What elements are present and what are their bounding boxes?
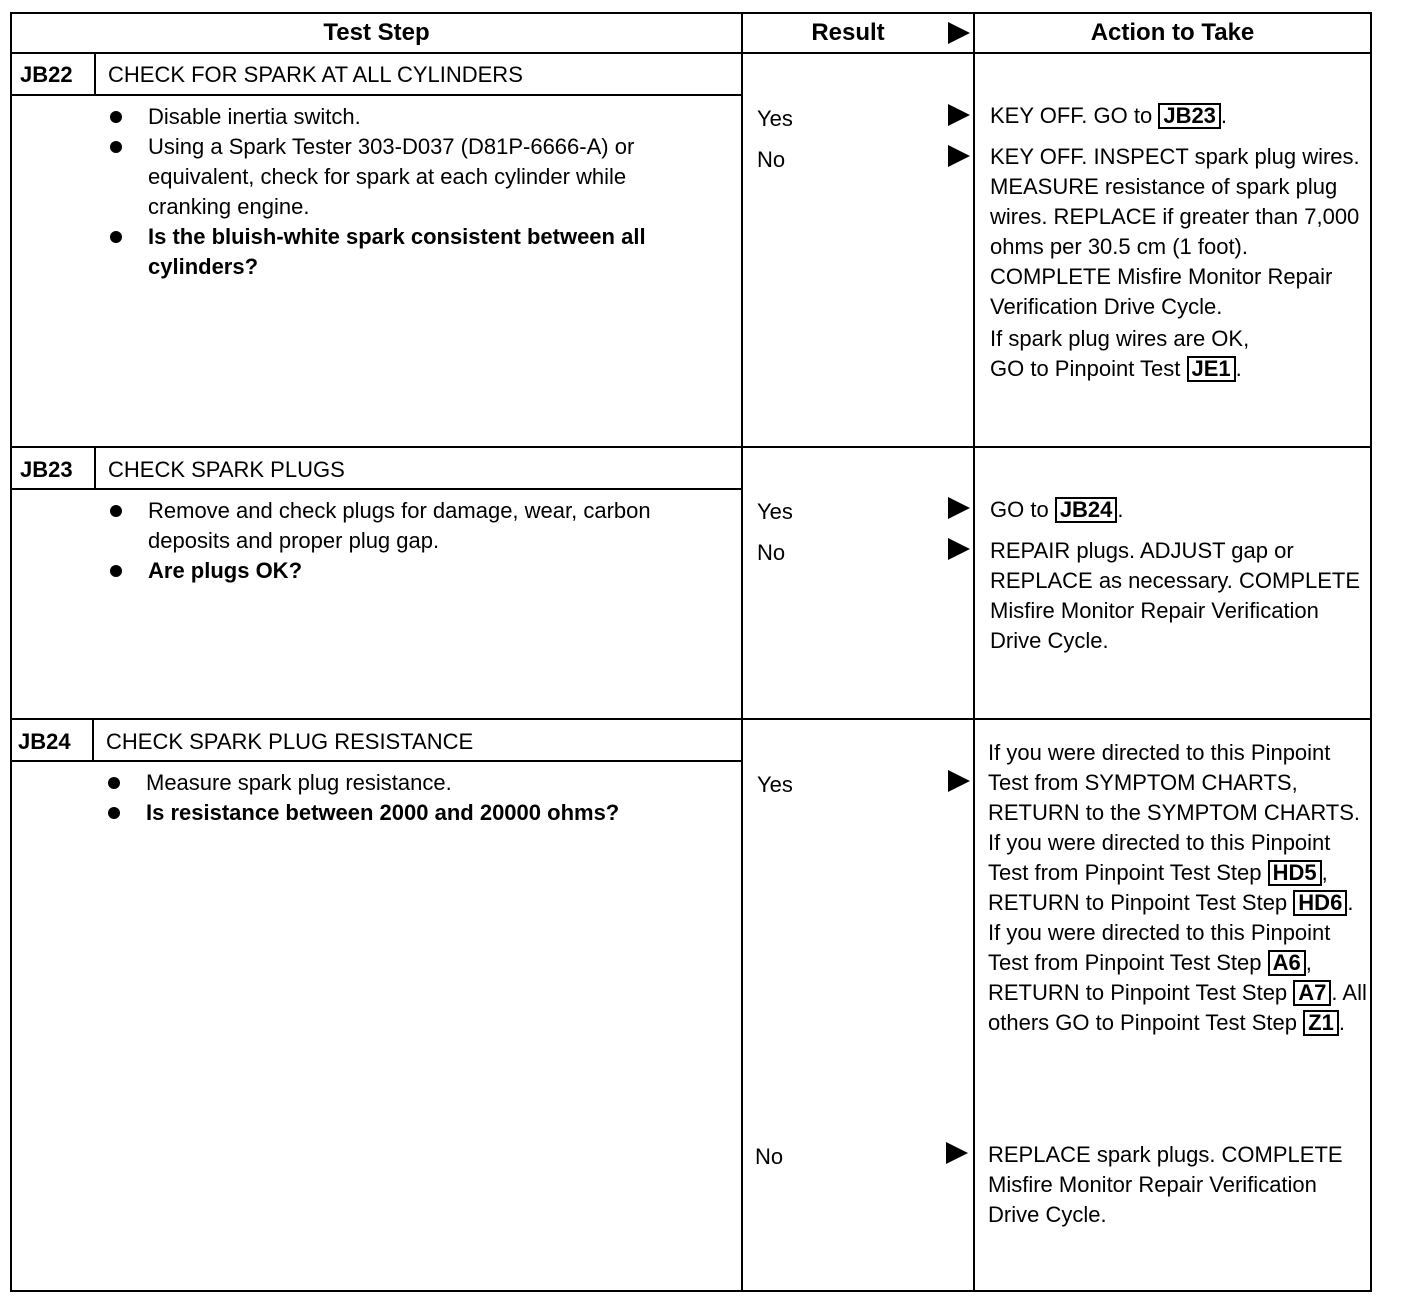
action-no: REPAIR plugs. ADJUST gap or REPLACE as necessary. COMPLETE Misfire Monitor Repair Verification Drive Cycle. [990,538,1361,653]
action-text: GO to [990,497,1049,522]
action-no [990,142,1370,384]
step-ref-je1[interactable]: JE1 [1187,356,1236,382]
step-ref-jb24[interactable]: JB24 [1055,497,1118,523]
arrow-icon [948,497,970,519]
step-id-divider [92,718,94,762]
column-divider [741,14,743,1290]
step-ref-hd6[interactable]: HD6 [1293,890,1347,916]
action-tail: . [1235,356,1242,381]
result-no: No [757,147,786,172]
step-id-divider [94,52,96,96]
header-test-step: Test Step [323,19,430,46]
bullet-item: Remove and check plugs for damage, wear, carbon deposits and proper plug gap. [108,496,708,556]
action-yes [988,738,1368,1038]
step-ref-a6[interactable]: A6 [1268,950,1306,976]
arrow-icon [948,145,970,167]
row-rule [12,446,1370,448]
action-text: . All others GO to Pinpoint Test Step [988,980,1367,1035]
result-yes: Yes [757,499,793,524]
step-title-rule [12,488,741,490]
result-no: No [755,1144,784,1169]
step-ref-jb23[interactable]: JB23 [1158,103,1221,129]
step-bullets [108,496,708,586]
bullet-question: Are plugs OK? [108,556,708,586]
result-yes: Yes [757,106,793,131]
bullet-question: Is resistance between 2000 and 20000 ohms? [106,798,666,828]
bullet-question: Is the bluish-white spark consistent between all cylinders? [108,222,708,282]
step-ref-z1[interactable]: Z1 [1303,1010,1339,1036]
bullet-item: Disable inertia switch. [108,102,708,132]
action-yes [990,495,1370,525]
bullet-item: Using a Spark Tester 303-D037 (D81P-6666-A) or equivalent, check for spark at each cylinder while cranking engine. [108,132,708,222]
action-text: KEY OFF. INSPECT spark plug wires. MEASURE resistance of spark plug wires. REPLACE if greater than 7,000 ohms per 30.5 cm (1 foot). COMPLETE Misfire Monitor Repair Verification Drive Cycle. [990,144,1360,319]
step-title: CHECK FOR SPARK AT ALL CYLINDERS [108,62,523,87]
step-id: JB24 [18,729,71,754]
action-yes [990,101,1370,131]
step-bullets [108,102,708,282]
arrow-icon [948,538,970,560]
action-text: . If you were directed to this Pinpoint Test from Pinpoint Test Step [988,890,1354,975]
arrow-icon [948,770,970,792]
result-no: No [757,540,786,565]
step-ref-a7[interactable]: A7 [1293,980,1331,1006]
step-ref-hd5[interactable]: HD5 [1268,860,1322,886]
column-divider [973,14,975,1290]
action-no: REPLACE spark plugs. COMPLETE Misfire Monitor Repair Verification Drive Cycle. [988,1142,1343,1227]
action-tail: . [1117,497,1124,522]
action-tail: . [1220,103,1228,128]
arrow-icon [946,1142,968,1164]
bullet-item: Measure spark plug resistance. [106,768,666,798]
header-action: Action to Take [1090,19,1255,46]
test-step-table [10,12,1372,1292]
step-title: CHECK SPARK PLUGS [108,457,345,482]
header-result: Result [811,19,885,46]
action-text: If spark plug wires are OK, GO to Pinpoint Test [990,326,1250,381]
action-text: KEY OFF. GO to [990,103,1153,128]
action-text: , RETURN to Pinpoint Test Step [988,860,1328,915]
step-title: CHECK SPARK PLUG RESISTANCE [106,729,474,754]
action-tail: . [1338,1010,1345,1035]
action-text-2 [990,324,1370,384]
arrow-icon [948,104,970,126]
step-title-rule [12,760,741,762]
step-id: JB23 [20,457,73,482]
step-id-divider [94,446,96,490]
step-title-rule [12,94,741,96]
action-text: , RETURN to Pinpoint Test Step [988,950,1312,1005]
result-yes: Yes [757,772,793,797]
header-rule [12,52,1370,54]
header-arrow-icon [948,22,970,44]
step-bullets [106,768,666,828]
action-text: If you were directed to this Pinpoint Test from SYMPTOM CHARTS, RETURN to the SYMPTOM CHARTS. If you were directed to this Pinpoint Test from Pinpoint Test Step [988,740,1361,885]
step-id: JB22 [20,62,73,87]
row-rule [12,718,1370,720]
